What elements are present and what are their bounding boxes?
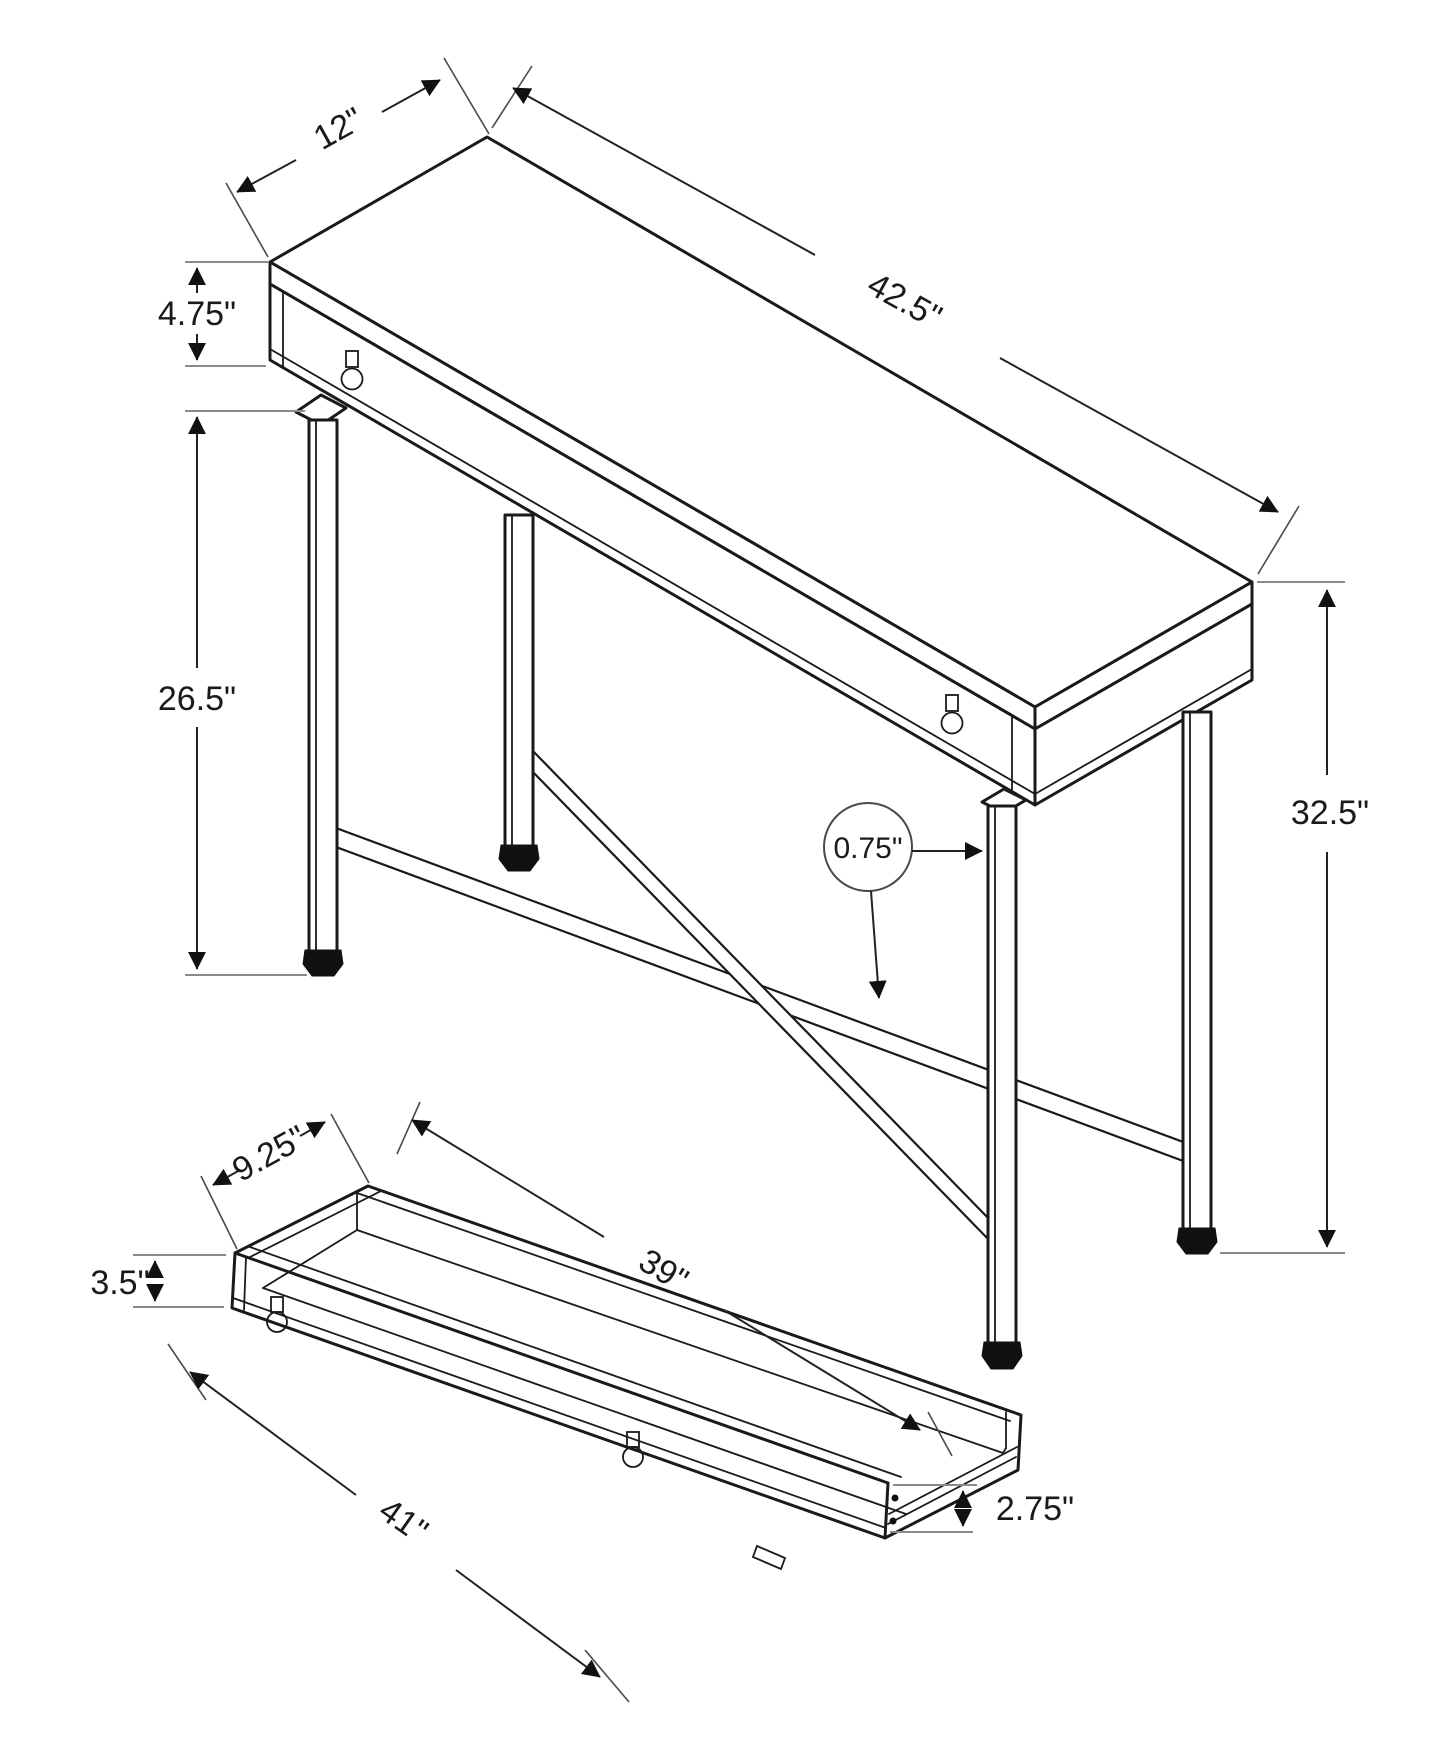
dim-drawer-inner-length-label: 39" (632, 1241, 695, 1300)
leg-foot-front-left (303, 950, 343, 976)
leg-front-left (296, 395, 346, 976)
dim-overall-height-label: 32.5" (1290, 794, 1370, 832)
dimension-leg-height-26-5 (158, 411, 307, 975)
drawer-figure (90, 1102, 1074, 1702)
dimension-frame-thickness-0-75 (824, 803, 982, 998)
dim-drawer-outer-length-label: 41" (372, 1490, 435, 1551)
dim-leg-height-label: 26.5" (157, 680, 237, 718)
dim-drawer-front-height-label: 3.5" (90, 1264, 150, 1302)
leg-foot-front-right (982, 1342, 1022, 1369)
stretcher-bar-back-left-to-front (531, 749, 990, 1241)
dim-apron-height-label: 4.75" (157, 295, 237, 333)
slide-bracket (753, 1546, 785, 1569)
dim-drawer-back-height-label: 2.75" (995, 1490, 1075, 1528)
leg-back-right (1177, 712, 1217, 1254)
table-figure (158, 58, 1369, 1369)
slide-screw-top (892, 1495, 898, 1501)
dim-drawer-depth-label: 9.25" (226, 1118, 313, 1190)
slide-screw-bottom (890, 1518, 896, 1524)
leg-back-left (499, 515, 539, 871)
dimension-apron-height-4-75 (158, 262, 268, 366)
leg-foot-back-left (499, 845, 539, 871)
leg-front-right (982, 789, 1026, 1369)
dim-frame-thickness-label: 0.75" (833, 832, 903, 865)
dim-top-depth-label: 12" (307, 100, 370, 158)
dim-top-length-label: 42.5" (861, 265, 948, 337)
dimension-drawer-front-height-3-5 (90, 1255, 226, 1307)
leg-foot-back-right (1177, 1228, 1217, 1254)
